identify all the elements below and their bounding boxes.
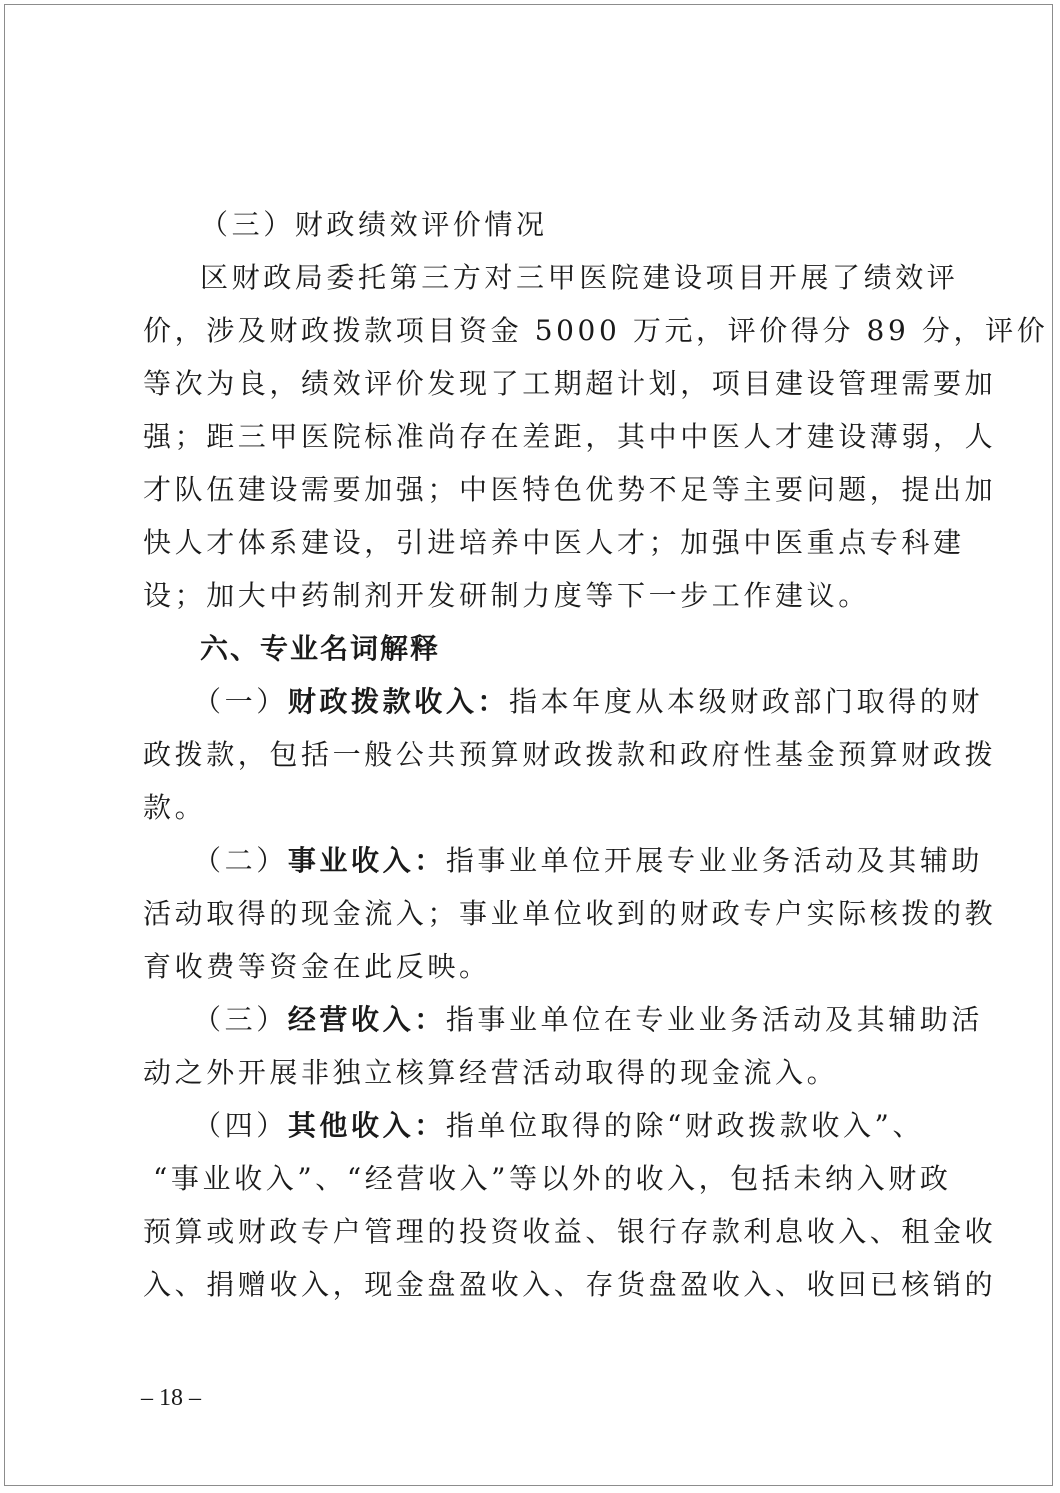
term-line — [143, 834, 984, 887]
term-marker: （一） — [193, 685, 288, 718]
term-label: 经营收入： — [287, 1003, 446, 1036]
term-line — [143, 993, 984, 1046]
paragraph-line: 强；距三甲医院标准尚存在差距，其中中医人才建设薄弱，人 — [143, 420, 997, 453]
paragraph-line: 价，涉及财政拨款项目资金 5000 万元，评价得分 89 分，评价 — [143, 314, 1049, 347]
paragraph-line: 政拨款，包括一般公共预算财政拨款和政府性基金预算财政拨 — [143, 738, 997, 771]
paragraph-line: 育收费等资金在此反映。 — [143, 950, 491, 983]
paragraph-line: 活动取得的现金流入；事业单位收到的财政专户实际核拨的教 — [143, 897, 997, 930]
chapter-heading: 六、专业名词解释 — [200, 632, 441, 665]
term-text: 指本年度从本级财政部门取得的财 — [509, 685, 984, 718]
paragraph-line: 等次为良，绩效评价发现了工期超计划，项目建设管理需要加 — [143, 367, 997, 400]
paragraph-line: 入、捐赠收入，现金盘盈收入、存货盘盈收入、收回已核销的 — [143, 1268, 997, 1301]
term-line — [143, 1099, 925, 1152]
section-heading: （三）财政绩效评价情况 — [200, 208, 548, 241]
term-text: 指事业单位在专业业务活动及其辅助活 — [445, 1003, 984, 1036]
term-marker: （三） — [193, 1003, 288, 1036]
paragraph-line: 预算或财政专户管理的投资收益、银行存款利息收入、租金收 — [143, 1215, 997, 1248]
term-text: 指事业单位开展专业业务活动及其辅助 — [445, 844, 984, 877]
term-label: 其他收入： — [287, 1109, 446, 1142]
paragraph-line: 快人才体系建设，引进培养中医人才；加强中医重点专科建 — [143, 526, 965, 559]
term-label: 财政拨款收入： — [287, 685, 510, 718]
document-body — [143, 198, 1049, 1311]
term-marker: （四） — [193, 1109, 288, 1142]
paragraph-line: “事业收入”、“经营收入”等以外的收入，包括未纳入财政 — [153, 1162, 952, 1195]
paragraph-line: 款。 — [143, 791, 207, 824]
paragraph-line: 区财政局委托第三方对三甲医院建设项目开展了绩效评 — [200, 261, 959, 294]
paragraph-line: 才队伍建设需要加强；中医特色优势不足等主要问题，提出加 — [143, 473, 997, 506]
term-marker: （二） — [193, 844, 288, 877]
page-number: – 18 – — [141, 1385, 201, 1411]
term-text: 指单位取得的除“财政拨款收入”、 — [445, 1109, 925, 1142]
paragraph-line: 动之外开展非独立核算经营活动取得的现金流入。 — [143, 1056, 839, 1089]
term-label: 事业收入： — [287, 844, 446, 877]
paragraph-line: 设；加大中药制剂开发研制力度等下一步工作建议。 — [143, 579, 870, 612]
term-line — [143, 675, 984, 728]
